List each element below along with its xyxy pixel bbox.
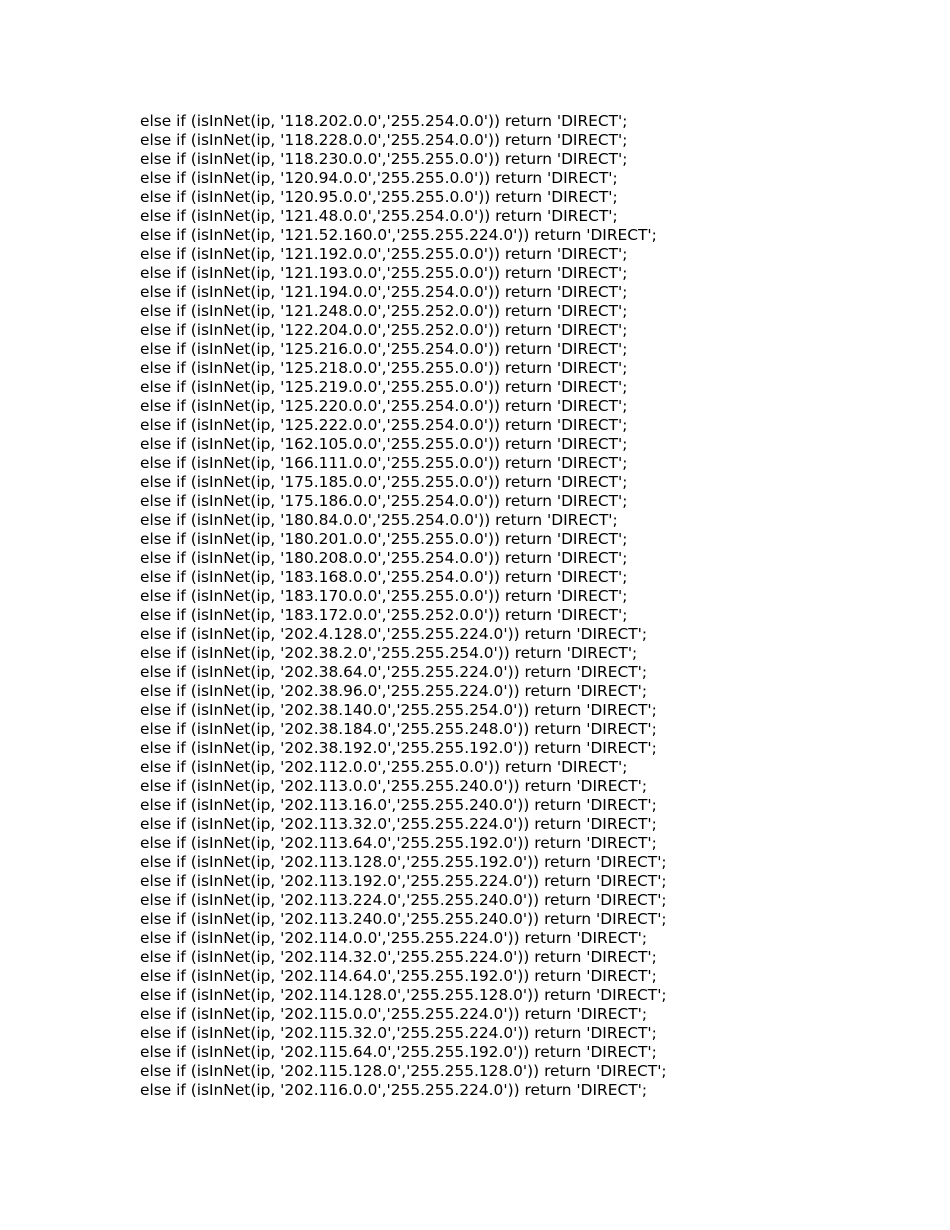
code-line: else if (isInNet(ip, '202.113.64.0','255.255.192.0')) return 'DIRECT'; (140, 834, 657, 852)
code-line: else if (isInNet(ip, '202.113.240.0','255.255.240.0')) return 'DIRECT'; (140, 910, 667, 928)
code-line: else if (isInNet(ip, '122.204.0.0','255.252.0.0')) return 'DIRECT'; (140, 321, 628, 339)
code-line: else if (isInNet(ip, '162.105.0.0','255.255.0.0')) return 'DIRECT'; (140, 435, 628, 453)
code-line: else if (isInNet(ip, '121.193.0.0','255.255.0.0')) return 'DIRECT'; (140, 264, 628, 282)
code-line: else if (isInNet(ip, '121.48.0.0','255.254.0.0')) return 'DIRECT'; (140, 207, 618, 225)
code-line: else if (isInNet(ip, '202.38.192.0','255.255.192.0')) return 'DIRECT'; (140, 739, 657, 757)
code-line: else if (isInNet(ip, '175.185.0.0','255.255.0.0')) return 'DIRECT'; (140, 473, 628, 491)
code-line: else if (isInNet(ip, '202.113.128.0','255.255.192.0')) return 'DIRECT'; (140, 853, 667, 871)
code-line: else if (isInNet(ip, '202.113.224.0','255.255.240.0')) return 'DIRECT'; (140, 891, 667, 909)
code-line: else if (isInNet(ip, '202.113.16.0','255.255.240.0')) return 'DIRECT'; (140, 796, 657, 814)
code-line: else if (isInNet(ip, '183.170.0.0','255.255.0.0')) return 'DIRECT'; (140, 587, 628, 605)
code-line: else if (isInNet(ip, '202.38.2.0','255.255.254.0')) return 'DIRECT'; (140, 644, 638, 662)
code-line: else if (isInNet(ip, '202.38.64.0','255.255.224.0')) return 'DIRECT'; (140, 663, 648, 681)
code-line: else if (isInNet(ip, '202.112.0.0','255.255.0.0')) return 'DIRECT'; (140, 758, 628, 776)
code-line: else if (isInNet(ip, '118.228.0.0','255.254.0.0')) return 'DIRECT'; (140, 131, 628, 149)
code-line: else if (isInNet(ip, '125.222.0.0','255.254.0.0')) return 'DIRECT'; (140, 416, 628, 434)
code-line: else if (isInNet(ip, '121.52.160.0','255.255.224.0')) return 'DIRECT'; (140, 226, 657, 244)
code-line: else if (isInNet(ip, '180.208.0.0','255.254.0.0')) return 'DIRECT'; (140, 549, 628, 567)
code-line: else if (isInNet(ip, '120.95.0.0','255.255.0.0')) return 'DIRECT'; (140, 188, 618, 206)
code-listing (140, 112, 667, 1100)
code-line: else if (isInNet(ip, '121.248.0.0','255.252.0.0')) return 'DIRECT'; (140, 302, 628, 320)
code-line: else if (isInNet(ip, '175.186.0.0','255.254.0.0')) return 'DIRECT'; (140, 492, 628, 510)
code-line: else if (isInNet(ip, '202.115.64.0','255.255.192.0')) return 'DIRECT'; (140, 1043, 657, 1061)
code-line: else if (isInNet(ip, '202.38.140.0','255.255.254.0')) return 'DIRECT'; (140, 701, 657, 719)
code-line: else if (isInNet(ip, '202.116.0.0','255.255.224.0')) return 'DIRECT'; (140, 1081, 648, 1099)
code-line: else if (isInNet(ip, '202.113.0.0','255.255.240.0')) return 'DIRECT'; (140, 777, 648, 795)
code-line: else if (isInNet(ip, '118.202.0.0','255.254.0.0')) return 'DIRECT'; (140, 112, 628, 130)
code-line: else if (isInNet(ip, '121.194.0.0','255.254.0.0')) return 'DIRECT'; (140, 283, 628, 301)
code-line: else if (isInNet(ip, '183.172.0.0','255.252.0.0')) return 'DIRECT'; (140, 606, 628, 624)
code-line: else if (isInNet(ip, '202.115.32.0','255.255.224.0')) return 'DIRECT'; (140, 1024, 657, 1042)
code-line: else if (isInNet(ip, '125.220.0.0','255.254.0.0')) return 'DIRECT'; (140, 397, 628, 415)
code-line: else if (isInNet(ip, '180.201.0.0','255.255.0.0')) return 'DIRECT'; (140, 530, 628, 548)
code-line: else if (isInNet(ip, '202.38.184.0','255.255.248.0')) return 'DIRECT'; (140, 720, 657, 738)
code-line: else if (isInNet(ip, '202.113.192.0','255.255.224.0')) return 'DIRECT'; (140, 872, 667, 890)
code-line: else if (isInNet(ip, '202.38.96.0','255.255.224.0')) return 'DIRECT'; (140, 682, 648, 700)
code-line: else if (isInNet(ip, '202.115.128.0','255.255.128.0')) return 'DIRECT'; (140, 1062, 667, 1080)
code-line: else if (isInNet(ip, '202.114.32.0','255.255.224.0')) return 'DIRECT'; (140, 948, 657, 966)
code-line: else if (isInNet(ip, '121.192.0.0','255.255.0.0')) return 'DIRECT'; (140, 245, 628, 263)
code-line: else if (isInNet(ip, '202.113.32.0','255.255.224.0')) return 'DIRECT'; (140, 815, 657, 833)
code-line: else if (isInNet(ip, '202.114.128.0','255.255.128.0')) return 'DIRECT'; (140, 986, 667, 1004)
code-line: else if (isInNet(ip, '118.230.0.0','255.255.0.0')) return 'DIRECT'; (140, 150, 628, 168)
code-line: else if (isInNet(ip, '202.114.64.0','255.255.192.0')) return 'DIRECT'; (140, 967, 657, 985)
code-line: else if (isInNet(ip, '125.219.0.0','255.255.0.0')) return 'DIRECT'; (140, 378, 628, 396)
code-line: else if (isInNet(ip, '180.84.0.0','255.254.0.0')) return 'DIRECT'; (140, 511, 618, 529)
code-line: else if (isInNet(ip, '120.94.0.0','255.255.0.0')) return 'DIRECT'; (140, 169, 618, 187)
code-line: else if (isInNet(ip, '202.114.0.0','255.255.224.0')) return 'DIRECT'; (140, 929, 648, 947)
code-line: else if (isInNet(ip, '202.4.128.0','255.255.224.0')) return 'DIRECT'; (140, 625, 648, 643)
code-line: else if (isInNet(ip, '125.216.0.0','255.254.0.0')) return 'DIRECT'; (140, 340, 628, 358)
code-line: else if (isInNet(ip, '202.115.0.0','255.255.224.0')) return 'DIRECT'; (140, 1005, 648, 1023)
code-line: else if (isInNet(ip, '166.111.0.0','255.255.0.0')) return 'DIRECT'; (140, 454, 628, 472)
code-line: else if (isInNet(ip, '125.218.0.0','255.255.0.0')) return 'DIRECT'; (140, 359, 628, 377)
code-line: else if (isInNet(ip, '183.168.0.0','255.254.0.0')) return 'DIRECT'; (140, 568, 628, 586)
